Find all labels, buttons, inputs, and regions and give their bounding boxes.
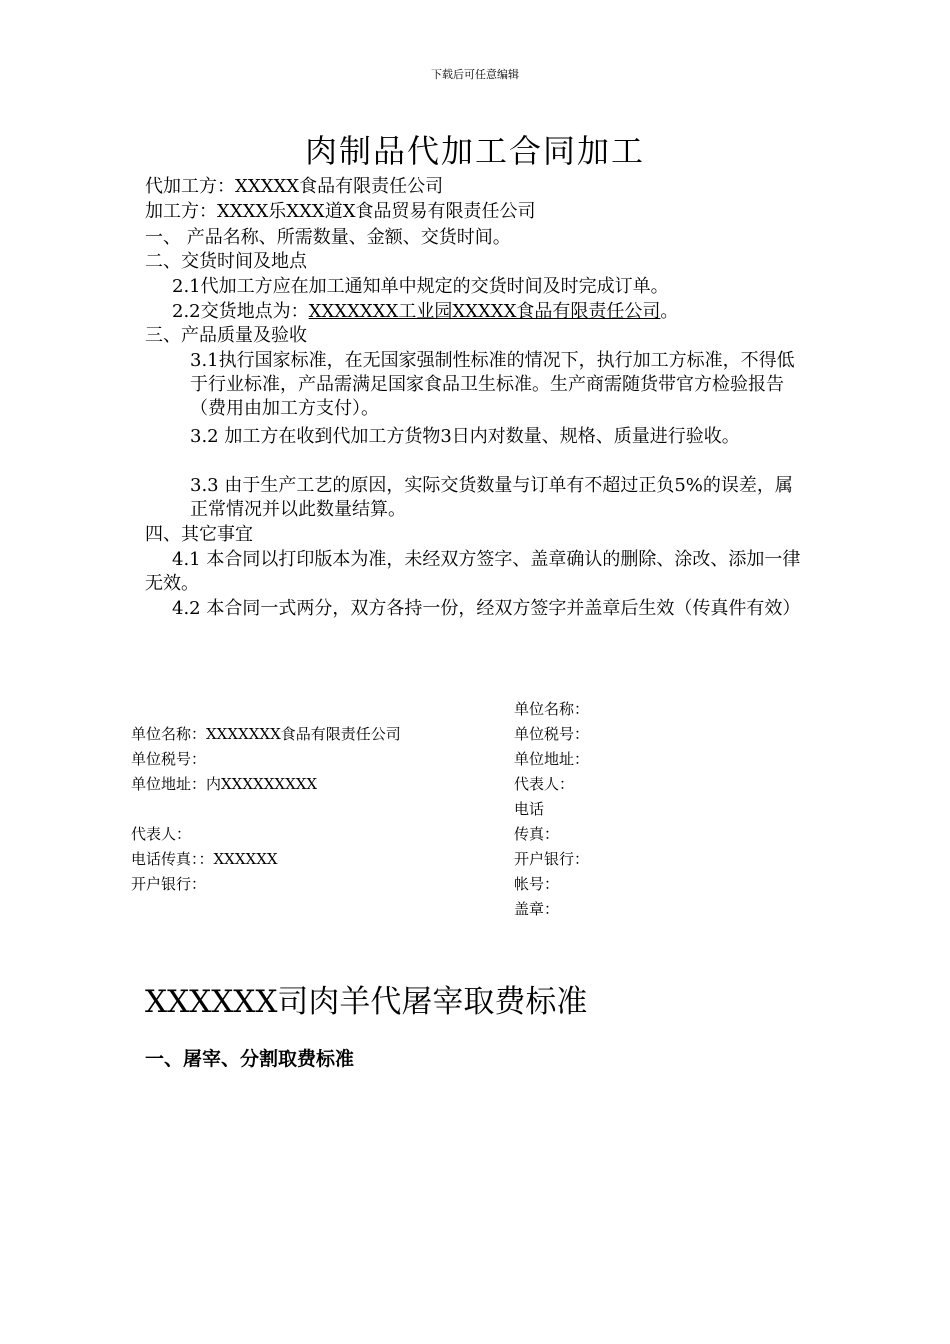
sign-right-address: 单位地址： (514, 750, 590, 768)
header-note: 下载后可任意编辑 (431, 68, 519, 81)
sign-left-phone-fax: 电话传真：：XXXXXX (131, 850, 278, 868)
clause-3-3: 3.3 由于生产工艺的原因，实际交货数量与订单有不超过正负5%的误差，属正常情况并以此数量结算。 (190, 475, 793, 520)
sign-left-representative: 代表人： (131, 825, 192, 843)
clause-2-1: 2.1代加工方应在加工通知单中规定的交货时间及时完成订单。 (172, 276, 669, 297)
clause-2-2-prefix: 2.2交货地点为： (172, 301, 309, 322)
fee-standard-subtitle: 一、屠宰、分割取费标准 (145, 1048, 355, 1070)
section-4-heading: 四、其它事宜 (145, 524, 253, 545)
sign-right-representative: 代表人： (514, 775, 575, 793)
delivery-location: XXXXXXX工业园XXXXX食品有限责任公司 (308, 301, 661, 322)
clause-2-2-suffix: 。 (660, 301, 679, 322)
clause-4-2: 4.2 本合同一式两分，双方各持一份，经双方签字并盖章后生效（传真件有效） (172, 598, 801, 619)
section-3-heading: 三、产品质量及验收 (145, 325, 307, 346)
sign-right-tax-no: 单位税号： (514, 725, 590, 743)
clause-2-2 (172, 300, 678, 324)
sign-right-fax: 传真： (514, 825, 560, 843)
clause-3-1: 3.1执行国家标准，在无国家强制性标准的情况下，执行加工方标准，不得低于行业标准，产品需满足国家食品卫生标准。生产商需随货带官方检验报告（费用由加工方支付）。 (190, 350, 795, 419)
sign-left-unit-name: 单位名称：XXXXXXX食品有限责任公司 (131, 725, 401, 743)
clause-3-2: 3.2 加工方在收到代加工方货物3日内对数量、规格、质量进行验收。 (190, 426, 740, 447)
sign-right-seal: 盖章： (514, 900, 560, 918)
sign-left-address: 单位地址：内XXXXXXXXX (131, 775, 318, 793)
sign-left-bank: 开户银行： (131, 875, 207, 893)
fee-standard-title: XXXXXX司肉羊代屠宰取费标准 (145, 984, 588, 1020)
section-2-heading: 二、交货时间及地点 (145, 251, 307, 272)
sign-right-account: 帐号： (514, 875, 560, 893)
section-1: 一、 产品名称、所需数量、金额、交货时间。 (145, 227, 511, 248)
sign-right-unit-name: 单位名称： (514, 700, 590, 718)
sign-right-bank: 开户银行： (514, 850, 590, 868)
clause-4-1: 4.1 本合同以打印版本为准，未经双方签字、盖章确认的删除、涂改、添加一律无效。 (145, 549, 801, 594)
contract-title: 肉制品代加工合同加工 (304, 132, 645, 170)
sign-left-tax-no: 单位税号： (131, 750, 207, 768)
party-processor: 加工方：XXXX乐XXX道X食品贸易有限责任公司 (145, 201, 536, 222)
sign-right-phone: 电话 (514, 800, 545, 818)
party-principal: 代加工方：XXXXX食品有限责任公司 (145, 176, 444, 197)
